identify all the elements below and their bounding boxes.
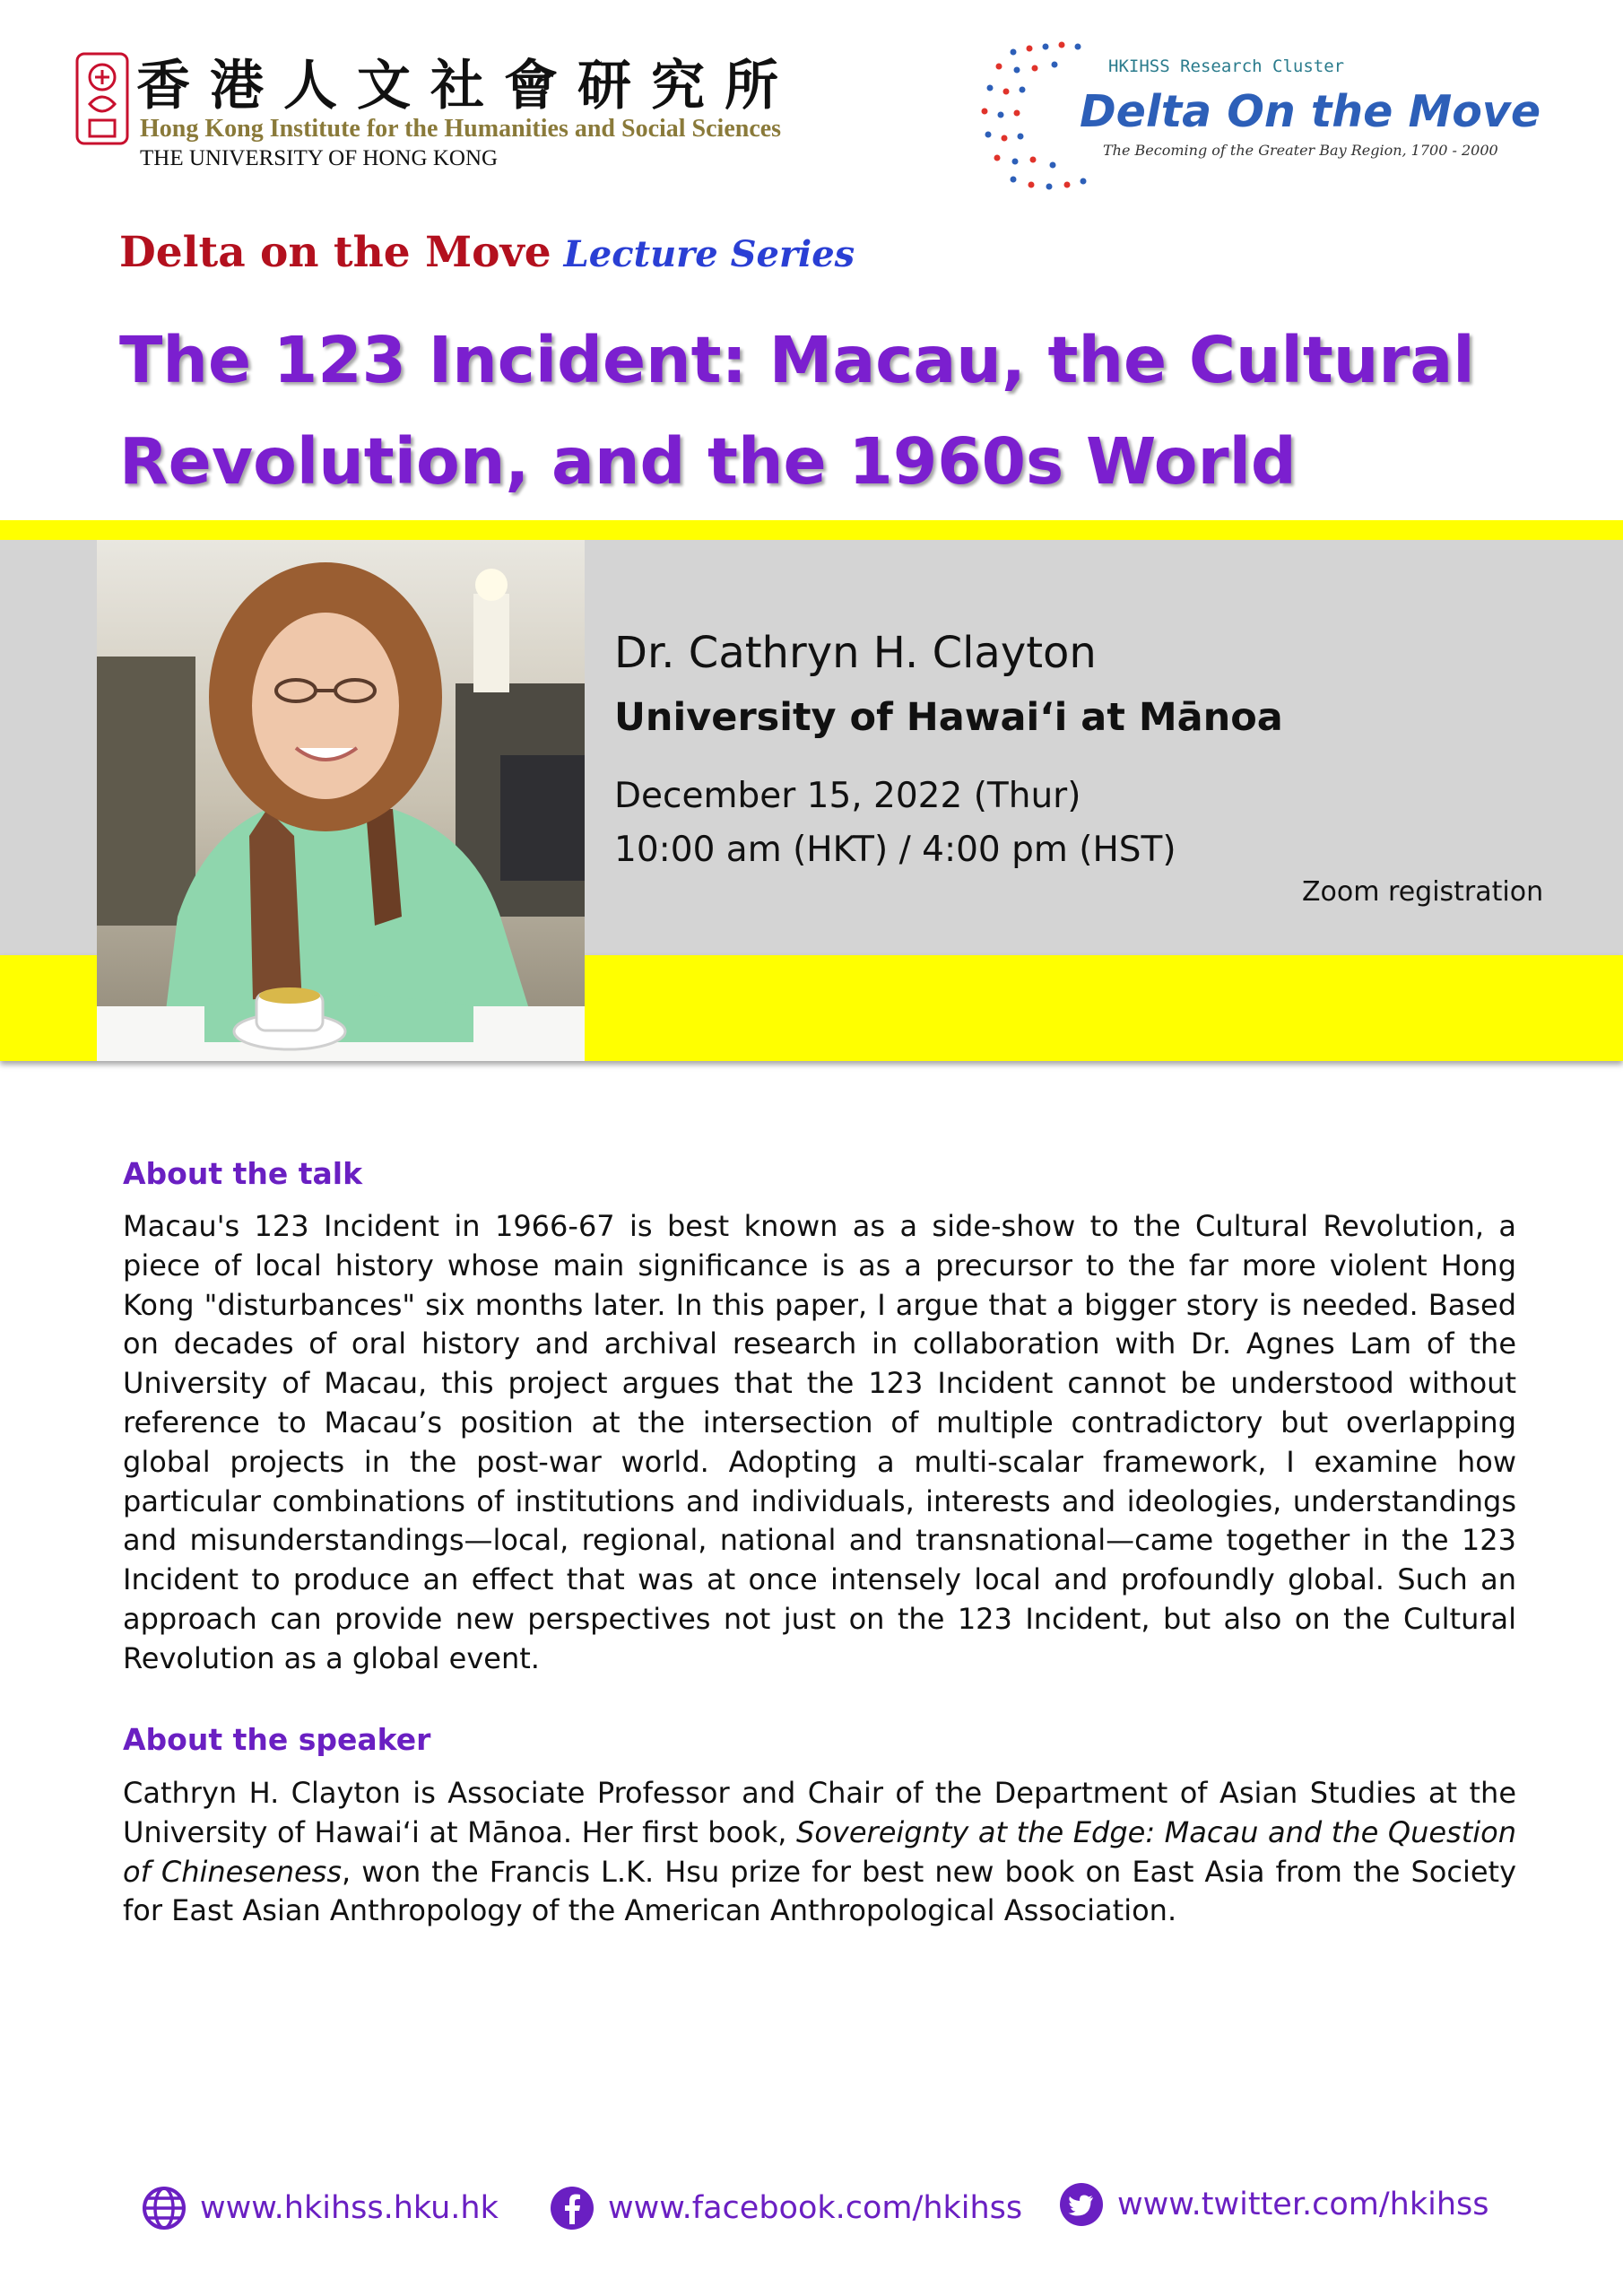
speaker-name: Dr. Cathryn H. Clayton [614, 628, 1097, 678]
banner-top-stripe [0, 520, 1623, 540]
series-line [119, 228, 855, 277]
about-speaker-text-start: Cathryn H. Clayton is Associate Professor and Chair of the Department of Asian Studies at the University of Hawaiʻi at Mānoa. Her first book, [123, 1776, 1516, 1849]
globe-icon [141, 2185, 187, 2231]
book-title: Sovereignty at the Edge: Macau and the Question of Chineseness [123, 1814, 1517, 1889]
zoom-registration-link[interactable]: Zoom registration [1302, 876, 1544, 908]
speaker-affiliation: University of Hawaiʻi at Mānoa [614, 695, 1283, 740]
about-speaker-heading: About the speaker [123, 1722, 431, 1757]
event-date: December 15, 2022 (Thur) [614, 776, 1081, 816]
institute-english-name: Hong Kong Institute for the Humanities and Social Sciences [140, 115, 782, 143]
cluster-subtitle: The Becoming of the Greater Bay Region, 1700 - 2000 [1103, 142, 1498, 159]
cluster-label: HKIHSS Research Cluster [1108, 57, 1345, 76]
cluster-title: Delta On the Move [1080, 86, 1541, 137]
institute-chinese-name: 香港人文社會研究所 [136, 55, 798, 117]
twitter-link[interactable]: www.twitter.com/hkihss [1117, 2187, 1489, 2222]
about-speaker-text-end: , won the Francis L.K. Hsu prize for best new book on East Asia from the Society for East Asian Anthropology of the American Anthropological Association. [123, 1854, 1517, 1928]
institute-seal-logo [74, 50, 131, 149]
footer-twitter[interactable] [1058, 2178, 1489, 2231]
facebook-link[interactable]: www.facebook.com/hkihss [608, 2190, 1023, 2226]
lecture-title: The 123 Incident: Macau, the Cultural Revolution, and the 1960s World [119, 323, 1475, 499]
event-time: 10:00 am (HKT) / 4:00 pm (HST) [614, 830, 1176, 870]
series-type: Lecture Series [563, 233, 855, 275]
about-talk-text: Macau's 123 Incident in 1966-67 is best known as a side-show to the Cultural Revolution, a piece of local history whose main significance is as a precursor to the far more violent Hong Kong "disturbances" six months later. In this paper, I argue that a bigger story is needed. Based on decades of oral history and archival research in collaboration with Dr. Agnes Lam of the University of Macau, this project argues that the 123 Incident cannot be understood without reference to Macau’s position at the intersection of multiple contradictory but overlapping global projects in the post-war world. Adopting a multi-scalar framework, I examine how particular combinations of institutions and individuals, interests and ideologies, understandings and misunderstandings—local, regional, national and transnational—came together in the 123 Incident to produce an effect that was at once intensely local and profoundly global. Such an approach can provide new perspectives not just on the 123 Incident, but also on the Cultural Revolution as a global event. [123, 1209, 1516, 1675]
about-speaker-text [123, 1774, 1516, 1931]
footer-website[interactable] [141, 2181, 499, 2235]
footer-facebook[interactable] [549, 2181, 1022, 2235]
facebook-icon [549, 2185, 595, 2231]
twitter-icon [1058, 2181, 1105, 2228]
university-name: THE UNIVERSITY OF HONG KONG [140, 146, 499, 170]
speaker-photo [97, 540, 585, 1061]
website-link[interactable]: www.hkihss.hku.hk [200, 2190, 499, 2226]
series-name: Delta on the Move [119, 228, 551, 277]
about-talk-heading: About the talk [123, 1156, 363, 1191]
